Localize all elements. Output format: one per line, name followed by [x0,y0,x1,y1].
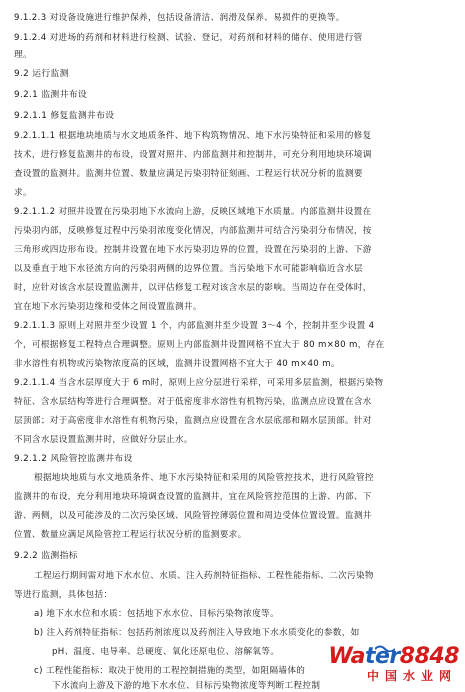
list-item-c: c) 工程性能指标：取决于使用的工程控制措施的类型，如阻隔墙体的 [34,666,306,676]
body-line: 时，应针对该含水层设置监测井，以评估修复工程对该含水层的影响。当周边存在受体时， [14,283,372,293]
clause-9-2-1-1-4: 9.2.1.1.4 当含水层厚度大于 6 m时，原则上应分层进行采样，可采用多层监测，根据污染物 [14,378,384,388]
body-line: 层顶部；对于高密度非水溶性有机物污染，监测点应设置在含水层底部和隔水层顶部。针对 [14,416,372,426]
clause-9-1-2-4: 9.1.2.4 对进场的药剂和材料进行检测、试验、登记，对药剂和材料的储存、使用进行管 [14,33,363,43]
body-line: 根据地块地质与水文地质条件、地下水污染特征和采用的风险管控技术，进行风险管控 [34,473,374,483]
watermark-subtitle: 中国水业网 [366,669,457,683]
body-line: 查设置的监测井。监测井位置、数量应满足污染羽特征刻画、工程运行状况分析的监测要 [14,169,363,179]
watermark-brand-c: 8848 [399,644,459,669]
body-line: 游、两侧，以及可能涉及的二次污染区域、风险管控薄弱位置和周边受体位置设置。监测井 [14,511,372,521]
list-item-a: a) 地下水水位和水质：包括地下水水位、目标污染物浓度等。 [34,609,279,619]
heading-9-2-1-2: 9.2.1.2 风险管控监测井布设 [14,454,133,464]
clause-9-2-1-1-3: 9.2.1.1.3 原则上对照井至少设置 1 个，内部监测井至少设置 3～4 个，控制井至少设置 4 [14,321,375,331]
heading-9-2-1-1: 9.2.1.1 修复监测井布设 [14,111,115,121]
body-line: 以及垂直于地下水径流方向的污染羽两侧的边界位置。当污染地下水可能影响临近含水层 [14,264,363,274]
watermark-logo [309,646,459,686]
list-item-b-cont: pH、温度、电导率、总硬度、氧化还原电位、溶解氧等。 [52,647,280,657]
heading-9-2-1: 9.2.1 监测井布设 [14,90,88,100]
body-line: 宜在地下水污染羽边缘和受体之间设置监测井。 [14,302,202,312]
list-item-b: b) 注入药剂特征指标：包括药剂浓度以及药剂注入导致地下水水质变化的参数，如 [34,628,360,638]
clause-9-1-2-3: 9.1.2.3 对设备设施进行维护保养，包括设备清洁、润滑及保养、易损件的更换等。 [14,13,345,23]
body-line: 个，可根据修复工程特点合理调整。原则上内部监测井设置网格不宜大于 80 m×80 m，存在 [14,340,385,350]
heading-9-2-2: 9.2.2 监测指标 [14,551,78,561]
body-line: 等进行监测，具体包括： [14,590,113,600]
body-line: 不同含水层设置监测井时，应做好分层止水。 [14,435,193,445]
body-line: 特征、含水层结构等进行合理调整。对于低密度非水溶性有机物污染，监测点应设置在含水 [14,397,372,407]
clause-9-2-1-1-2: 9.2.1.1.2 对照井设置在污染羽地下水流向上游，反映区域地下水质量。内部监测井设置在 [14,207,372,217]
watermark-brand [328,646,459,668]
watermark-brand-b: ter [364,644,400,669]
watermark-brand-a: Wa [328,644,365,669]
body-line: 三角形或四边形布设。控制井设置在地下水污染羽边界的位置，设置在污染羽的上游、下游 [14,245,372,255]
body-line: 位置、数量应满足风险管控工程运行状况分析的监测要求。 [14,530,247,540]
list-item-c-cont: 下水流向上游及下游的地下水水位、目标污染物浓度等判断工程控制 [52,681,321,691]
body-line: 工程运行期间需对地下水水位、水质、注入药剂特征指标、工程性能指标、二次污染物 [34,571,374,581]
clause-9-2-1-1-1: 9.2.1.1.1 根据地块地质与水文地质条件、地下构筑物情况、地下水污染特征和采用的修复 [14,131,372,141]
heading-9-2: 9.2 运行监测 [14,69,69,79]
body-line: 求。 [14,188,32,198]
clause-9-1-2-4-cont: 理。 [14,50,32,60]
body-line: 监测井的布设，充分利用地块环境调查设置的监测井，宜在风险管控范围的上游、内部、下 [14,492,372,502]
body-line: 技术，进行修复监测井的布设，设置对照井、内部监测井和控制井，可充分利用地块环境调 [14,150,372,160]
body-line: 非水溶性有机物或污染物浓度高的区域，监测井设置网格不宜大于 40 m×40 m。 [14,359,340,369]
body-line: 污染羽内部，反映修复过程中污染羽浓度变化情况，内部监测井可结合污染羽分布情况，按 [14,226,372,236]
